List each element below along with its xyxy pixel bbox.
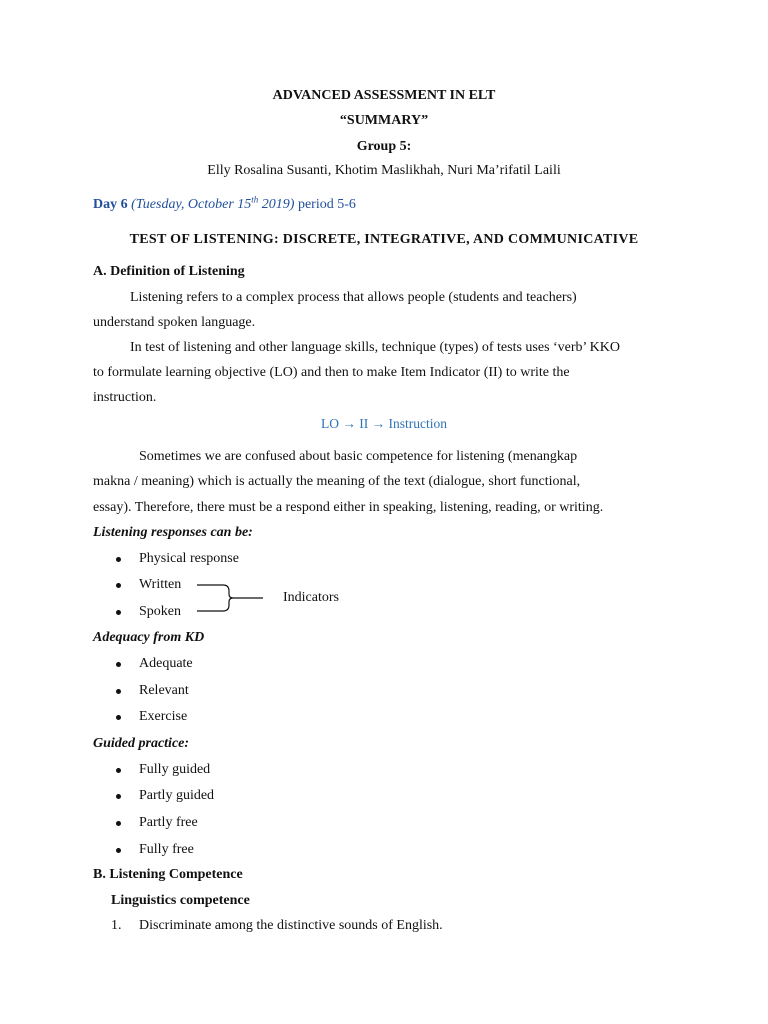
list-item: Partly free [139,815,198,830]
document-title: ADVANCED ASSESSMENT IN ELT [272,88,496,103]
document-subtitle: “SUMMARY” [339,113,429,128]
lo-ii-instruction-flow: LO → II → Instruction [321,416,447,431]
list-item: Partly guided [139,788,215,803]
section-b-heading: B. Listening Competence [93,867,243,882]
list-item: Adequate [139,656,193,671]
day-line [93,194,356,213]
bullet-icon [116,821,121,826]
bullet-icon [116,689,121,694]
bullet-icon [116,583,121,588]
bullet-icon [116,557,121,562]
day-date: (Tuesday, October 15th 2019) [131,194,295,212]
bullet-icon [116,848,121,853]
paragraph-2-line-2: to formulate learning objective (LO) and then to make Item Indicator (II) to write the [93,365,570,380]
paragraph-2-line-1: In test of listening and other language skills, technique (types) of tests uses ‘verb’ KKO [130,340,621,355]
section-a-heading: A. Definition of Listening [93,264,245,279]
paragraph-3-line-3: essay). Therefore, there must be a respond either in speaking, listening, reading, or writing. [93,500,604,515]
numbered-item-number: 1. [111,918,122,933]
paragraph-3-line-2: makna / meaning) which is actually the meaning of the text (dialogue, short functional, [93,474,581,489]
section-title: TEST OF LISTENING: DISCRETE, INTEGRATIVE, AND COMMUNICATIVE [129,232,639,247]
day-period: period 5-6 [294,197,356,212]
list-item: Exercise [139,709,188,724]
bullet-icon [116,794,121,799]
list-item: Written [139,577,182,592]
list-item: Fully guided [139,762,211,777]
day-label: Day 6 [93,197,128,212]
bullet-icon [116,610,121,615]
numbered-item-text: Discriminate among the distinctive sounds of English. [139,918,443,933]
list-item: Fully free [139,842,194,857]
list-item: Physical response [139,551,239,566]
paragraph-3-line-1: Sometimes we are confused about basic competence for listening (menangkap [139,449,578,464]
bullet-icon [116,768,121,773]
authors: Elly Rosalina Susanti, Khotim Maslikhah, Nuri Ma’rifatil Laili [207,163,561,178]
paragraph-1-line-2: understand spoken language. [93,315,256,330]
list-item: Spoken [139,604,181,619]
linguistics-competence-heading: Linguistics competence [111,893,250,908]
adequacy-heading: Adequacy from KD [93,630,205,645]
paragraph-1-line-1: Listening refers to a complex process that allows people (students and teachers) [130,290,577,305]
curly-brace-icon [195,580,265,616]
indicators-label: Indicators [283,590,339,605]
bullet-icon [116,715,121,720]
bullet-icon [116,662,121,667]
responses-heading: Listening responses can be: [93,525,253,540]
paragraph-2-line-3: instruction. [93,390,157,405]
group-label: Group 5: [356,139,412,154]
guided-heading: Guided practice: [93,736,190,751]
list-item: Relevant [139,683,189,698]
